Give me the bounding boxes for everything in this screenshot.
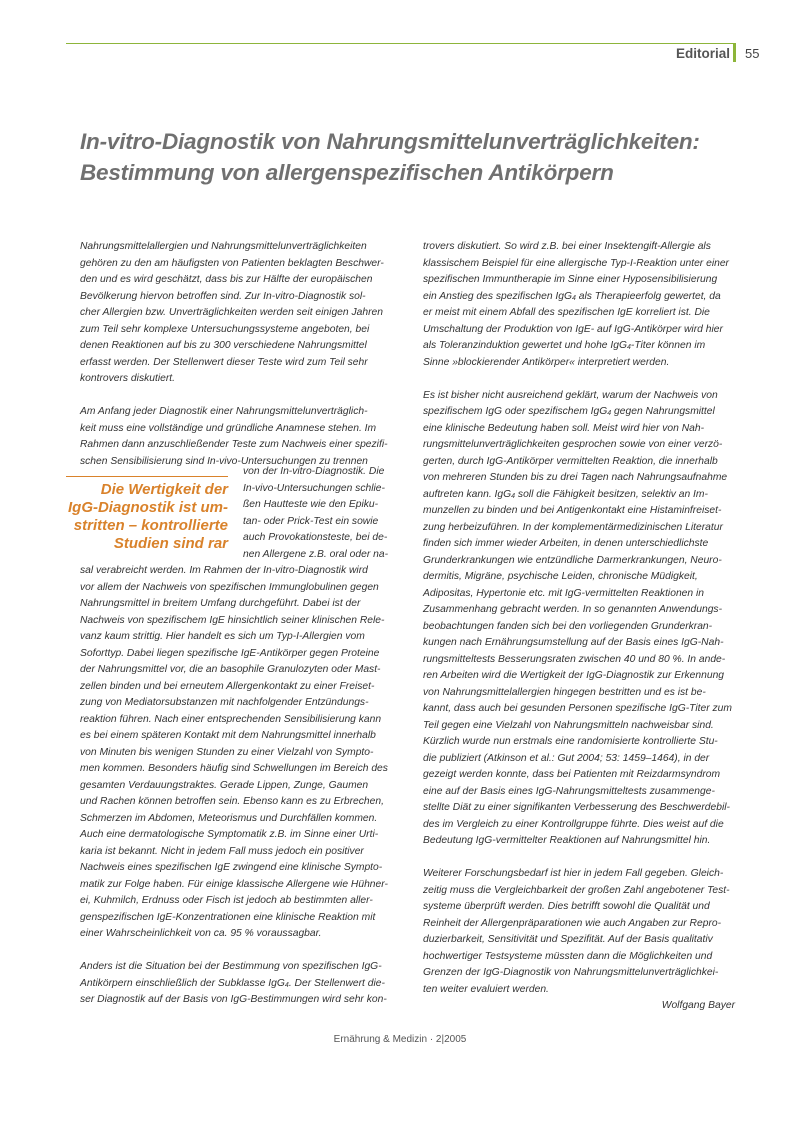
- text-line: einer Wahrscheinlichkeit von ca. 95 % voraussagbar.: [80, 928, 322, 939]
- text-line: zung von Mediatorsubstanzen mit nachfolgender Entzündungs-: [80, 697, 369, 708]
- text-line: spezifischem IgG oder spezifischem IgG$_4$ gegen Nahrungsmittel: [423, 406, 715, 417]
- text-line: tan- oder Prick-Test ein sowie: [243, 515, 379, 527]
- text-line: keit muss eine vollständige und gründliche Anamnese stehen. Im: [80, 422, 377, 434]
- text-line: hochwertiger Testsysteme müssten dann die Möglichkeiten und: [423, 950, 713, 962]
- text-line: ren Arbeiten wird die Wertigkeit der IgG-Diagnostik zur Erkennung: [423, 670, 725, 681]
- text-line: karia ist bekannt. Nicht in jedem Fall muss jedoch ein positiver: [80, 845, 364, 857]
- text-line: In-vivo-Untersuchungen schlie-: [243, 482, 385, 494]
- text-line: systeme überprüft werden. Dies betrifft sowohl die Qualität und: [423, 901, 710, 912]
- text-line: von Minuten bis wenigen Stunden zu einer Vielzahl von Sympto-: [80, 746, 374, 758]
- paragraph-continued: [243, 464, 393, 563]
- text-line: Am Anfang jeder Diagnostik einer Nahrungsmittelunverträglich-: [80, 406, 368, 417]
- text-line: vanz kaum strittig. Hier handelt es sich um Typ-I-Allergien vom: [80, 631, 365, 642]
- text-line: zung herbeizuführen. In der komplementärmedizinischen Literatur: [423, 521, 723, 533]
- column-right: [423, 239, 735, 1031]
- text-line: rungsmittelunverträglichkeiten gesprochen sowie von einer verzö-: [423, 439, 723, 450]
- text-line: klassischem Beispiel für eine allergische Typ-I-Reaktion unter einer: [423, 257, 729, 269]
- text-line: der Nahrungsmittel vor, die an basophile Granulozyten oder Mast-: [80, 664, 381, 675]
- text-line: als Toleranzinduktion gewertet und hohe IgG$_4$-Titer können im: [423, 340, 706, 351]
- pull-quote-box: [66, 476, 228, 557]
- text-line: schen Sensibilisierung sind In-vivo-Untersuchungen zu trennen: [80, 455, 368, 467]
- text-line: Bedeutung IgG-vermittelter Reaktionen auf Nahrungsmittel hin.: [423, 835, 711, 846]
- article-title: [80, 126, 740, 188]
- title-line: Bestimmung von allergenspezifischen Antikörpern: [80, 160, 614, 185]
- text-line: den und es wird geschätzt, dass bis zur Hälfte der europäischen: [80, 274, 373, 285]
- text-line: es bei einem späteren Kontakt mit dem Nahrungsmittel innerhalb: [80, 730, 376, 741]
- text-line: kannt, dass auch bei gesunden Personen spezifische IgG-Titer zum: [423, 703, 732, 714]
- text-line: reaktion führen. Nach einer entsprechenden Sensibilisierung kann: [80, 713, 382, 725]
- text-line: und Rachen können betroffen sein. Ebenso kann es zu Erbrechen,: [80, 796, 384, 807]
- text-line: ein Anstieg des spezifischen IgG$_4$ als Therapieerfolg gewertet, da: [423, 290, 721, 302]
- text-line: Nahrungsmittelallergien und Nahrungsmittelunverträglichkeiten: [80, 241, 367, 252]
- paragraph: [423, 388, 735, 850]
- text-line: IgG-Diagnostik ist um-: [67, 499, 228, 516]
- text-line: Grenzen der IgG-Diagnostik von Nahrungsmittelunverträglichkei-: [423, 967, 719, 978]
- text-line: trovers diskutiert. So wird z.B. bei einer Insektengift-Allergie als: [423, 241, 711, 252]
- text-line: duzierbarkeit, Sensitivität und Spezifität. Auf der Basis qualitativ: [423, 934, 713, 945]
- text-line: Anders ist die Situation bei der Bestimmung von spezifischen IgG-: [80, 961, 382, 972]
- text-line: Auch eine dermatologische Symptomatik z.B. im Sinne einer Urti-: [80, 829, 379, 840]
- column-left-top: [80, 239, 390, 487]
- text-line: von Nahrungsmittelallergien hingegen bestritten und es ist be-: [423, 686, 706, 698]
- text-line: kungen nach Ernährungsumstellung auf der Basis eines IgG-Nah-: [423, 637, 724, 648]
- text-line: eine klinische Bedeutung haben soll. Meist wird hier von Nah-: [423, 422, 705, 434]
- paragraph: [423, 866, 735, 1015]
- section-label: Editorial: [675, 46, 730, 61]
- text-line: Zusammenhang gebracht werden. In so genannten Anwendungs-: [423, 604, 722, 615]
- paragraph-continued: [423, 239, 735, 371]
- text-line: ei, Kuhmilch, Erdnuss oder Fisch ist jedoch ab bestimmten aller-: [80, 895, 373, 906]
- paragraph: [80, 959, 390, 1009]
- text-line: Rahmen dann anzuschließender Teste zum Nachweis einer spezifi-: [80, 439, 388, 450]
- text-line: matik zur Folge haben. Für einige klassische Allergene wie Hühner-: [80, 878, 388, 890]
- text-line: gezeigt werden konnte, dass bei Patienten mit Reizdarmsyndrom: [423, 769, 721, 780]
- text-line: erfasst werden. Der Stellenwert dieser Teste wird zum Teil sehr: [80, 356, 368, 368]
- column-left-bottom: [80, 563, 390, 1025]
- text-line: nen Allergene z.B. oral oder na-: [243, 548, 389, 560]
- text-line: ßen Hautteste wie den Epiku-: [243, 499, 379, 510]
- text-line: stritten – kontrollierte: [73, 517, 228, 534]
- text-line: Studien sind rar: [113, 535, 228, 552]
- text-line: eine auf der Basis eines IgG-Nahrungsmitteltests zusammenge-: [423, 785, 715, 797]
- text-line: Nahrungsmittel in breitem Umfang durchgeführt. Dabei ist der: [80, 598, 361, 609]
- text-line: beobachtungen fanden sich bei den vorliegenden Grunderkran-: [423, 620, 713, 632]
- author-signature: Wolfgang Bayer: [661, 1000, 735, 1011]
- text-line: genspezifischen IgE-Konzentrationen eine klinische Reaktion mit: [80, 911, 376, 923]
- text-line: gerten, durch IgG-Antikörper vermittelten Reaktion, die innerhalb: [423, 455, 718, 467]
- text-line: Teil gegen eine Vielzahl von Nahrungsmitteln nachweisbar sind.: [423, 719, 714, 731]
- text-line: dermitis, Migräne, psychische Leiden, chronische Müdigkeit,: [423, 571, 698, 582]
- text-line: Antikörpern einschließlich der Subklasse IgG$_4$. Der Stellenwert die-: [80, 977, 385, 989]
- paragraph: [80, 404, 390, 470]
- text-line: denen Reaktionen auf bis zu 300 verschiedene Nahrungsmittel: [80, 340, 367, 351]
- text-line: Umschaltung der Produktion von IgE- auf IgG-Antikörper wird hier: [423, 323, 723, 335]
- text-line: Reinheit der Allergenpräparationen wie auch Angaben zur Repro-: [423, 917, 722, 929]
- text-line: Schmerzen im Abdomen, Meteorismus und Durchfällen kommen.: [80, 812, 378, 824]
- text-line: Die Wertigkeit der: [100, 481, 228, 498]
- text-line: auch Provokationsteste, bei de-: [243, 532, 388, 543]
- text-line: Grunderkrankungen wie entzündliche Darmerkrankungen, Neuro-: [423, 554, 722, 566]
- text-line: von der In-vitro-Diagnostik. Die: [243, 466, 385, 477]
- pull-quote: [58, 481, 228, 553]
- text-line: er meist mit einem Abfall des spezifischen IgE korreliert ist. Die: [423, 307, 710, 318]
- text-line: die publiziert (Atkinson et al.: Gut 2004; 53: 1459–1464), in der: [423, 752, 710, 764]
- text-line: Bevölkerung hiervon betroffen sind. Zur In-vitro-Diagnostik sol-: [80, 290, 366, 302]
- page-number: 55: [745, 46, 760, 61]
- text-line: Weiterer Forschungsbedarf ist hier in jedem Fall gegeben. Gleich-: [423, 868, 724, 879]
- text-line: Es ist bisher nicht ausreichend geklärt, warum der Nachweis von: [423, 389, 718, 401]
- text-line: finden sich immer wieder Arbeiten, in denen unterschiedlichste: [423, 538, 709, 549]
- text-line: auftreten kann. IgG$_4$ soll die Fähigkeit besitzen, selektiv an Im-: [423, 488, 708, 500]
- paragraph: [80, 239, 390, 388]
- text-line: cher Allergien bzw. Unverträglichkeiten werden seit einigen Jahren: [80, 307, 383, 318]
- text-line: Sinne »blockierender Antikörper« interpretiert werden.: [423, 356, 670, 368]
- section-marker: [733, 43, 736, 62]
- text-line: Soforttyp. Dabei liegen spezifische IgE-Antikörper gegen Proteine: [80, 647, 380, 659]
- text-line: kontrovers diskutiert.: [80, 373, 175, 384]
- text-line: ser Diagnostik auf der Basis von IgG-Bestimmungen wird sehr kon-: [80, 994, 387, 1005]
- text-line: Nachweis eines spezifischen IgE zwingend eine klinische Sympto-: [80, 862, 383, 873]
- header-rule: [66, 43, 734, 44]
- title-line: In-vitro-Diagnostik von Nahrungsmittelunverträglichkeiten:: [80, 129, 700, 154]
- text-line: von mehreren Stunden bis zu drei Tagen nach Nahrungsaufnahme: [423, 472, 728, 483]
- text-line: zum Teil sehr komplexe Untersuchungssysteme angeboten, bei: [80, 323, 370, 335]
- text-line: munzellen zu binden und bei Antigenkontakt eine Histaminfreiset-: [423, 505, 722, 516]
- page-footer: Ernährung & Medizin · 2|2005: [333, 1034, 467, 1045]
- text-line: gehören zu den am häufigsten von Patienten beklagten Beschwer-: [80, 257, 384, 269]
- text-line: stellte Diät zu einer signifikanten Verbesserung des Beschwerdebil-: [423, 802, 730, 813]
- text-line: zeitig muss die Vergleichbarkeit der großen Zahl angebotener Test-: [423, 884, 730, 896]
- text-line: ten weiter evaluiert werden.: [423, 983, 549, 995]
- text-line: Kürzlich wurde nun erstmals eine randomisierte kontrollierte Stu-: [423, 736, 718, 747]
- text-line: spezifischen Immuntherapie im Sinne einer Hyposensibilisierung: [423, 274, 718, 285]
- text-line: Adipositas, Hypertonie etc. mit IgG-vermittelten Reaktionen in: [423, 587, 705, 599]
- text-line: sal verabreicht werden. Im Rahmen der In-vitro-Diagnostik wird: [80, 565, 368, 576]
- text-line: des im Vergleich zu einer Kontrollgruppe führte. Dies weist auf die: [423, 818, 724, 830]
- text-line: gesamten Verdauungstraktes. Gerade Lippen, Zunge, Gaumen: [80, 779, 369, 791]
- text-line: zellen binden und bei erneutem Allergenkontakt zu einer Freiset-: [80, 680, 375, 692]
- text-line: Nachweis von spezifischem IgE hinsichtlich seiner klinischen Rele-: [80, 614, 385, 626]
- paragraph-continued: [80, 563, 390, 943]
- text-line: men kommen. Besonders häufig sind Schwellungen im Bereich des: [80, 763, 388, 774]
- text-line: vor allem der Nachweis von spezifischen Immunglobulinen gegen: [80, 581, 379, 593]
- text-line: rungsmitteltests Besserungsraten zwischen 40 und 80 %. In ande-: [423, 653, 726, 665]
